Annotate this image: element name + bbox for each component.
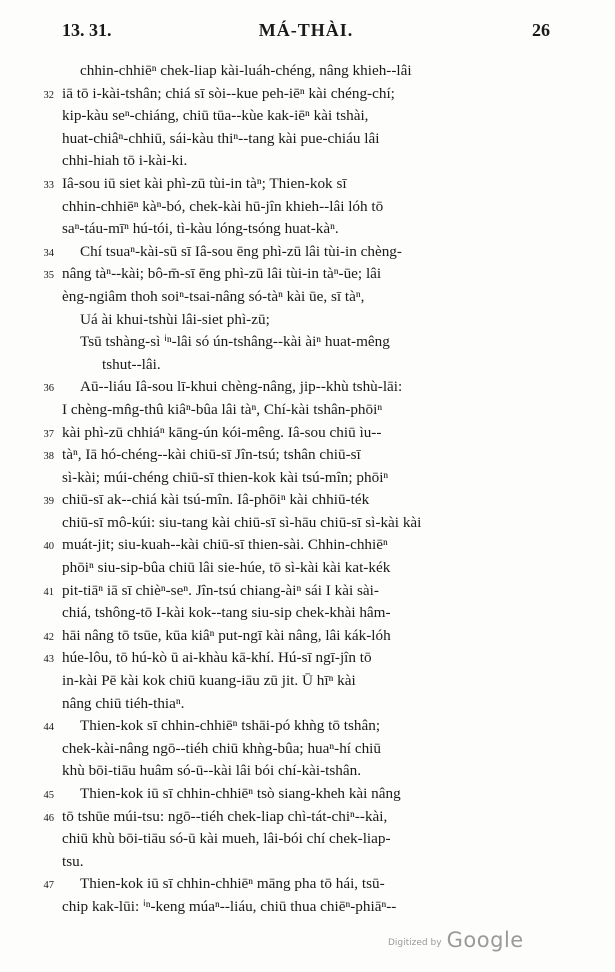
- text-line: [43, 422, 550, 445]
- line-text: chhin-chhiēⁿ chek-liap kài-luáh-chéng, nâng khieh--lâi: [80, 62, 412, 79]
- text-line: [43, 580, 550, 603]
- verse-number: 37: [43, 428, 54, 440]
- text-line: [62, 196, 550, 219]
- text-line: [43, 647, 550, 670]
- page-number: 26: [532, 20, 550, 40]
- verse-number: 36: [43, 383, 54, 395]
- verse-number: 38: [43, 451, 54, 463]
- line-text: chiū-sī mô-kúi: siu-tang kài chiū-sī sì-hāu chiū-sī sì-kài kài: [62, 513, 422, 531]
- line-text: chhin-chhiēⁿ kàⁿ-bó, chek-kài hū-jîn khieh--lâi lóh tō: [62, 197, 384, 215]
- line-text: muát-jit; siu-kuah--kài chiū-sī thien-sài. Chhin-chhiēⁿ: [62, 536, 388, 554]
- text-line: [43, 489, 550, 512]
- verse-number: 42: [43, 631, 54, 643]
- text-line: [43, 715, 550, 738]
- verse-number: 46: [43, 812, 54, 824]
- line-text: hāi nâng tō tsūe, kūa kiâⁿ put-ngī kài nâng, lâi kák-lóh: [62, 626, 391, 644]
- line-text: iā tō i-kài-tshân; chiá sī sòi--kue peh-iēⁿ kài chéng-chí;: [62, 84, 395, 102]
- text-line: [62, 828, 550, 851]
- text-line: [62, 150, 550, 173]
- line-text: tsu.: [62, 852, 84, 870]
- text-line: [62, 399, 550, 422]
- verse-number: 47: [43, 880, 54, 892]
- line-text: huat-chiâⁿ-chhiū, sái-kàu thiⁿ--tang kài pue-chiáu lâi: [62, 129, 380, 147]
- line-text: saⁿ-táu-mīⁿ hú-tói, tì-kàu lóng-tsóng huat-kàⁿ.: [62, 220, 339, 238]
- line-text: in-kài Pē kài kok chiū kuang-iāu zū jit. Ū hīⁿ kài: [62, 672, 356, 690]
- line-text: tō tshūe múi-tsu: ngō--tiéh chek-liap chì-tát-chiⁿ--kài,: [62, 807, 388, 825]
- line-text: èng-ngiâm thoh soiⁿ-tsai-nâng só-tàⁿ kài ūe, sī tàⁿ,: [62, 287, 365, 305]
- text-line: [62, 286, 550, 309]
- text-line: [62, 693, 550, 716]
- text-line: [62, 105, 550, 128]
- page-header: [62, 20, 550, 44]
- line-text: Tsū tshàng-sì ⁱⁿ-lâi só ún-tshâng--kài àiⁿ huat-mêng: [80, 333, 390, 351]
- line-text: chiū-sī ak--chiá kài tsú-mîn. Iâ-phōiⁿ kài chhiū-ték: [62, 491, 370, 509]
- line-text: Iâ-sou iū siet kài phì-zū tùi-in tàⁿ; Thien-kok sī: [62, 174, 347, 192]
- text-line: [43, 783, 550, 806]
- line-text: nâng tàⁿ--kài; bô-m̄-sī ēng phì-zū lâi tùi-in tàⁿ-ūe; lâi: [62, 265, 382, 283]
- text-line: [43, 873, 550, 896]
- text-line: [62, 670, 550, 693]
- verse-number: 35: [43, 270, 54, 282]
- text-line: [62, 602, 550, 625]
- text-line: [43, 444, 550, 467]
- line-text: tshut--lâi.: [102, 355, 161, 373]
- line-text: khù bōi-tiāu huâm só-ū--kài lâi bói chí-kài-tshân.: [62, 762, 362, 780]
- digitization-watermark: [388, 928, 524, 952]
- line-text: nâng chiū tiéh-thiaⁿ.: [62, 694, 185, 712]
- text-line: [43, 241, 550, 264]
- text-line: [62, 467, 550, 490]
- verse-number: 39: [43, 496, 54, 508]
- text-line: [43, 806, 550, 829]
- line-text: chek-kài-nâng ngō--tiéh chiū khǹg-bûa; huaⁿ-hí chiū: [62, 739, 381, 757]
- line-text: chiū khù bōi-tiāu só-ū kài mueh, lâi-bói chí chek-liap-: [62, 830, 391, 848]
- line-text: kip-kàu seⁿ-chiáng, chiū tūa--kùe kak-iēⁿ kài tshài,: [62, 107, 369, 125]
- line-text: tàⁿ, Iā hó-chéng--kài chiū-sī Jîn-tsú; tshân chiū-sī: [62, 446, 361, 464]
- text-line: [62, 309, 550, 332]
- line-text: pit-tiāⁿ iā sī chièⁿ-seⁿ. Jîn-tsú chiang-àiⁿ sái I kài sài-: [62, 581, 379, 599]
- verse-number: 40: [43, 541, 54, 553]
- text-line: [62, 512, 550, 535]
- google-logo: Google: [446, 928, 524, 952]
- text-line: [43, 376, 550, 399]
- text-line: [62, 218, 550, 241]
- verse-number: 32: [43, 89, 54, 101]
- text-line: [62, 331, 550, 354]
- line-text: Chí tsuaⁿ-kài-sū sī Iâ-sou ēng phì-zū lâi tùi-in chèng-: [80, 242, 402, 260]
- text-line: [62, 738, 550, 761]
- line-text: kài phì-zū chhiáⁿ kāng-ún kói-mêng. Iâ-sou chiū ìu--: [62, 423, 382, 441]
- text-line: [43, 83, 550, 106]
- text-line: [43, 173, 550, 196]
- verse-number: 45: [43, 790, 54, 801]
- line-text: sì-kài; múi-chéng chiū-sī thien-kok kài tsú-mîn; phōiⁿ: [62, 468, 389, 486]
- digitized-by-label: Digitized by: [388, 938, 442, 948]
- text-line: [62, 60, 550, 83]
- line-text: Thien-kok iū sī chhin-chhiēⁿ māng pha tō hái, tsū-: [80, 875, 385, 893]
- text-line: [43, 625, 550, 648]
- verse-number: 33: [43, 179, 54, 191]
- line-text: chiá, tshông-tō I-kài kok--tang siu-sip chek-khài hâm-: [62, 604, 391, 622]
- line-text: Thien-kok sī chhin-chhiēⁿ tshāi-pó khǹg tō tshân;: [80, 717, 381, 735]
- text-body: [43, 60, 550, 919]
- line-text: phōiⁿ siu-sip-bûa chiū lâi sie-húe, tō sì-kài kài kat-kék: [62, 559, 391, 577]
- text-line: [43, 534, 550, 557]
- book-title: MÁ-THÀI.: [258, 20, 354, 40]
- line-text: Aū--liáu Iâ-sou lī-khui chèng-nâng, jip--khù tshù-lāi:: [80, 378, 403, 396]
- text-line: [62, 354, 550, 377]
- line-text: Uá ài khui-tshùi lâi-siet phì-zū;: [80, 310, 270, 328]
- verse-number: 34: [43, 247, 54, 259]
- text-line: [43, 263, 550, 286]
- line-text: chhi-hiah tō i-kài-ki.: [62, 152, 188, 170]
- line-text: Thien-kok iū sī chhin-chhiēⁿ tsò siang-kheh kài nâng: [80, 785, 401, 802]
- line-text: chip kak-lūi: ⁱⁿ-keng múaⁿ--liáu, chiū thua chiēⁿ-phiāⁿ--: [62, 897, 397, 915]
- text-line: [62, 760, 550, 783]
- text-line: [62, 557, 550, 580]
- verse-number: 44: [43, 722, 54, 734]
- line-text: húe-lôu, tō hú-kò ū ai-khàu kā-khí. Hú-sī ngī-jîn tō: [62, 649, 372, 667]
- text-line: [62, 128, 550, 151]
- line-text: I chèng-mn̂g-thû kiâⁿ-bûa lâi tàⁿ, Chí-kài tshân-phōiⁿ: [62, 400, 383, 418]
- verse-number: 41: [43, 586, 54, 598]
- chapter-verse-ref: 13. 31.: [62, 20, 112, 40]
- text-line: [62, 851, 550, 874]
- text-line: [62, 896, 550, 919]
- verse-number: 43: [43, 654, 54, 666]
